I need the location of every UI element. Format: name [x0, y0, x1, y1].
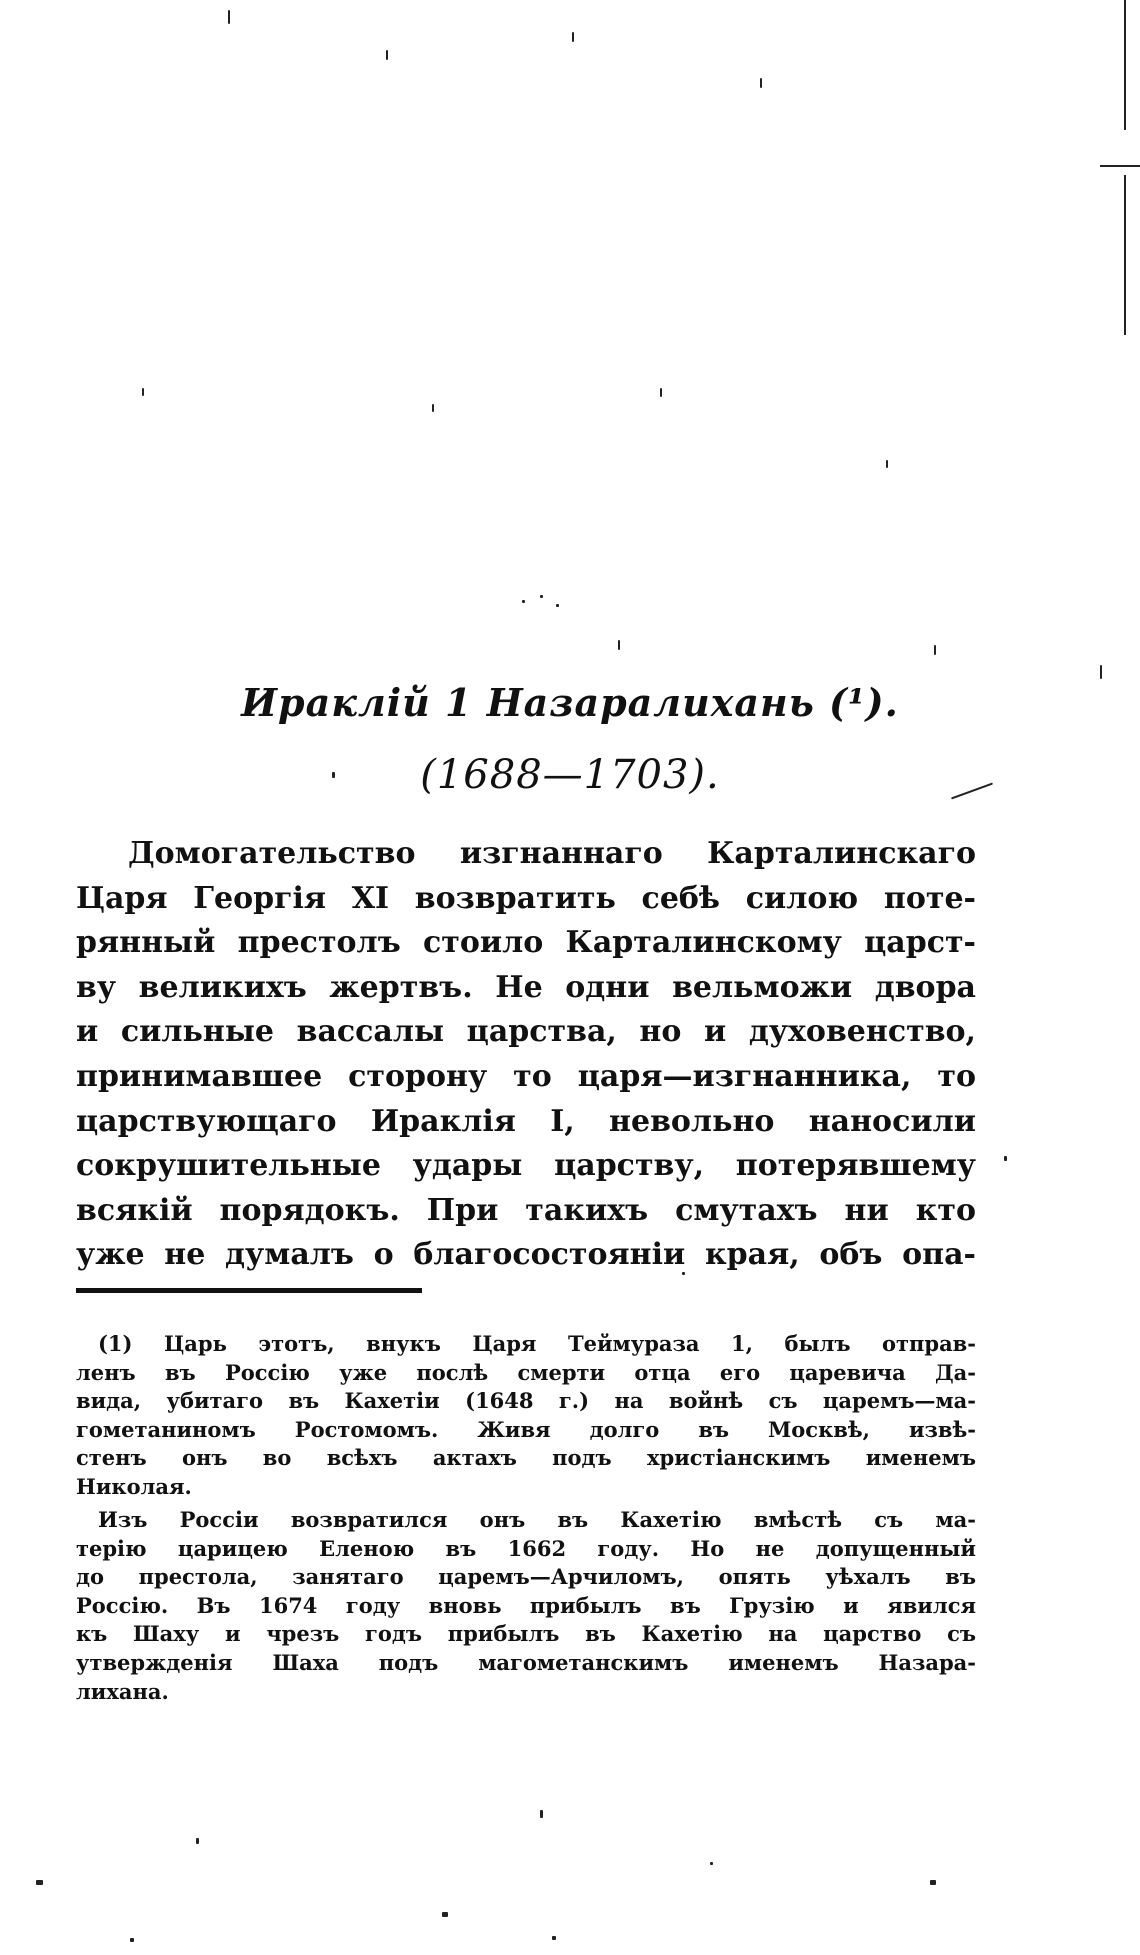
footnote-line: (1) Царь этотъ, внукъ Царя Теймураза 1, былъ отправ-	[98, 1331, 976, 1356]
body-line: всякій порядокъ. При такихъ смутахъ ни кто	[76, 1192, 976, 1228]
footnote-line: вида, убитаго въ Кахетіи (1648 г.) на войнѣ съ царемъ—ма-	[76, 1388, 976, 1414]
scan-speck	[556, 604, 559, 607]
footnote-line: до престола, занятаго царемъ—Арчиломъ, опять уѣхалъ въ	[76, 1564, 976, 1590]
scan-speck	[432, 404, 434, 412]
scan-speck	[442, 1912, 448, 1917]
scan-speck	[228, 10, 230, 24]
scan-edge-line	[1124, 0, 1126, 130]
footnote-line: гометаниномъ Ростомомъ. Живя долго въ Москвѣ, извѣ-	[76, 1416, 976, 1442]
footnote-line: къ Шаху и чрезъ годъ прибылъ въ Кахетію на царство съ	[76, 1621, 976, 1647]
footnote-line: стенъ онъ во всѣхъ актахъ подъ христіанскимъ именемъ	[76, 1445, 976, 1471]
footnote-line: терію царицею Еленою въ 1662 году. Но не допущенный	[76, 1535, 976, 1561]
scan-speck	[710, 1862, 713, 1865]
body-line: ву великихъ жертвъ. Не одни вельможи двора	[76, 969, 976, 1005]
body-line: уже не думалъ о благосостояніи края, объ опа-	[76, 1237, 976, 1273]
footnote-line: Николая.	[76, 1473, 192, 1499]
footnote-paragraph-2	[76, 1506, 976, 1706]
footnote-line: Россію. Въ 1674 году вновь прибылъ въ Грузію и явился	[76, 1592, 976, 1618]
body-paragraph	[76, 832, 976, 1278]
body-line: Домогательство изгнаннаго Карталинскаго	[128, 836, 976, 871]
scan-speck	[540, 595, 543, 598]
chapter-dates: (1688—1703).	[420, 752, 720, 798]
scan-speck	[130, 1938, 134, 1942]
body-line: принимавшее сторону то царя—изгнанника, то	[76, 1058, 976, 1094]
scan-speck	[196, 1838, 199, 1844]
footnote-paragraph-1	[76, 1330, 976, 1502]
scan-speck	[540, 1810, 543, 1818]
scan-speck	[760, 78, 762, 88]
footnote-divider	[76, 1288, 422, 1293]
body-line: царствующаго Ираклія I, невольно наносили	[76, 1103, 976, 1139]
scan-speck	[142, 388, 144, 396]
body-line: Царя Георгія XI возвратить себѣ силою поте-	[76, 880, 976, 916]
scan-speck	[522, 600, 525, 603]
body-line: сокрушительные удары царству, потерявшему	[76, 1148, 976, 1184]
scan-speck	[660, 388, 662, 397]
scan-speck	[934, 645, 936, 655]
scan-speck	[572, 32, 574, 42]
scan-edge-line	[1124, 175, 1126, 335]
scan-speck	[618, 640, 620, 650]
scan-speck	[1100, 665, 1102, 679]
scan-speck	[1004, 1156, 1007, 1161]
footnote-line: ленъ въ Россію уже послѣ смерти отца его царевича Да-	[76, 1359, 976, 1385]
scan-speck	[930, 1880, 936, 1885]
scan-speck	[886, 460, 888, 468]
chapter-title: Ираклій 1 Назаралихань (¹).	[241, 680, 899, 725]
body-line: и сильные вассалы царства, но и духовенство,	[76, 1014, 976, 1050]
scan-edge-mark	[1100, 165, 1140, 167]
footnote-line: утвержденія Шаха подъ магометанскимъ именемъ Назара-	[76, 1649, 976, 1675]
scan-speck	[36, 1880, 43, 1885]
scan-speck	[552, 1936, 556, 1940]
scan-speck	[386, 50, 388, 60]
footnote-line: Изъ Россіи возвратился онъ въ Кахетію вмѣстѣ съ ма-	[98, 1507, 976, 1532]
footnote-line: лихана.	[76, 1678, 169, 1704]
body-line: рянный престолъ стоило Карталинскому царст-	[76, 925, 976, 961]
